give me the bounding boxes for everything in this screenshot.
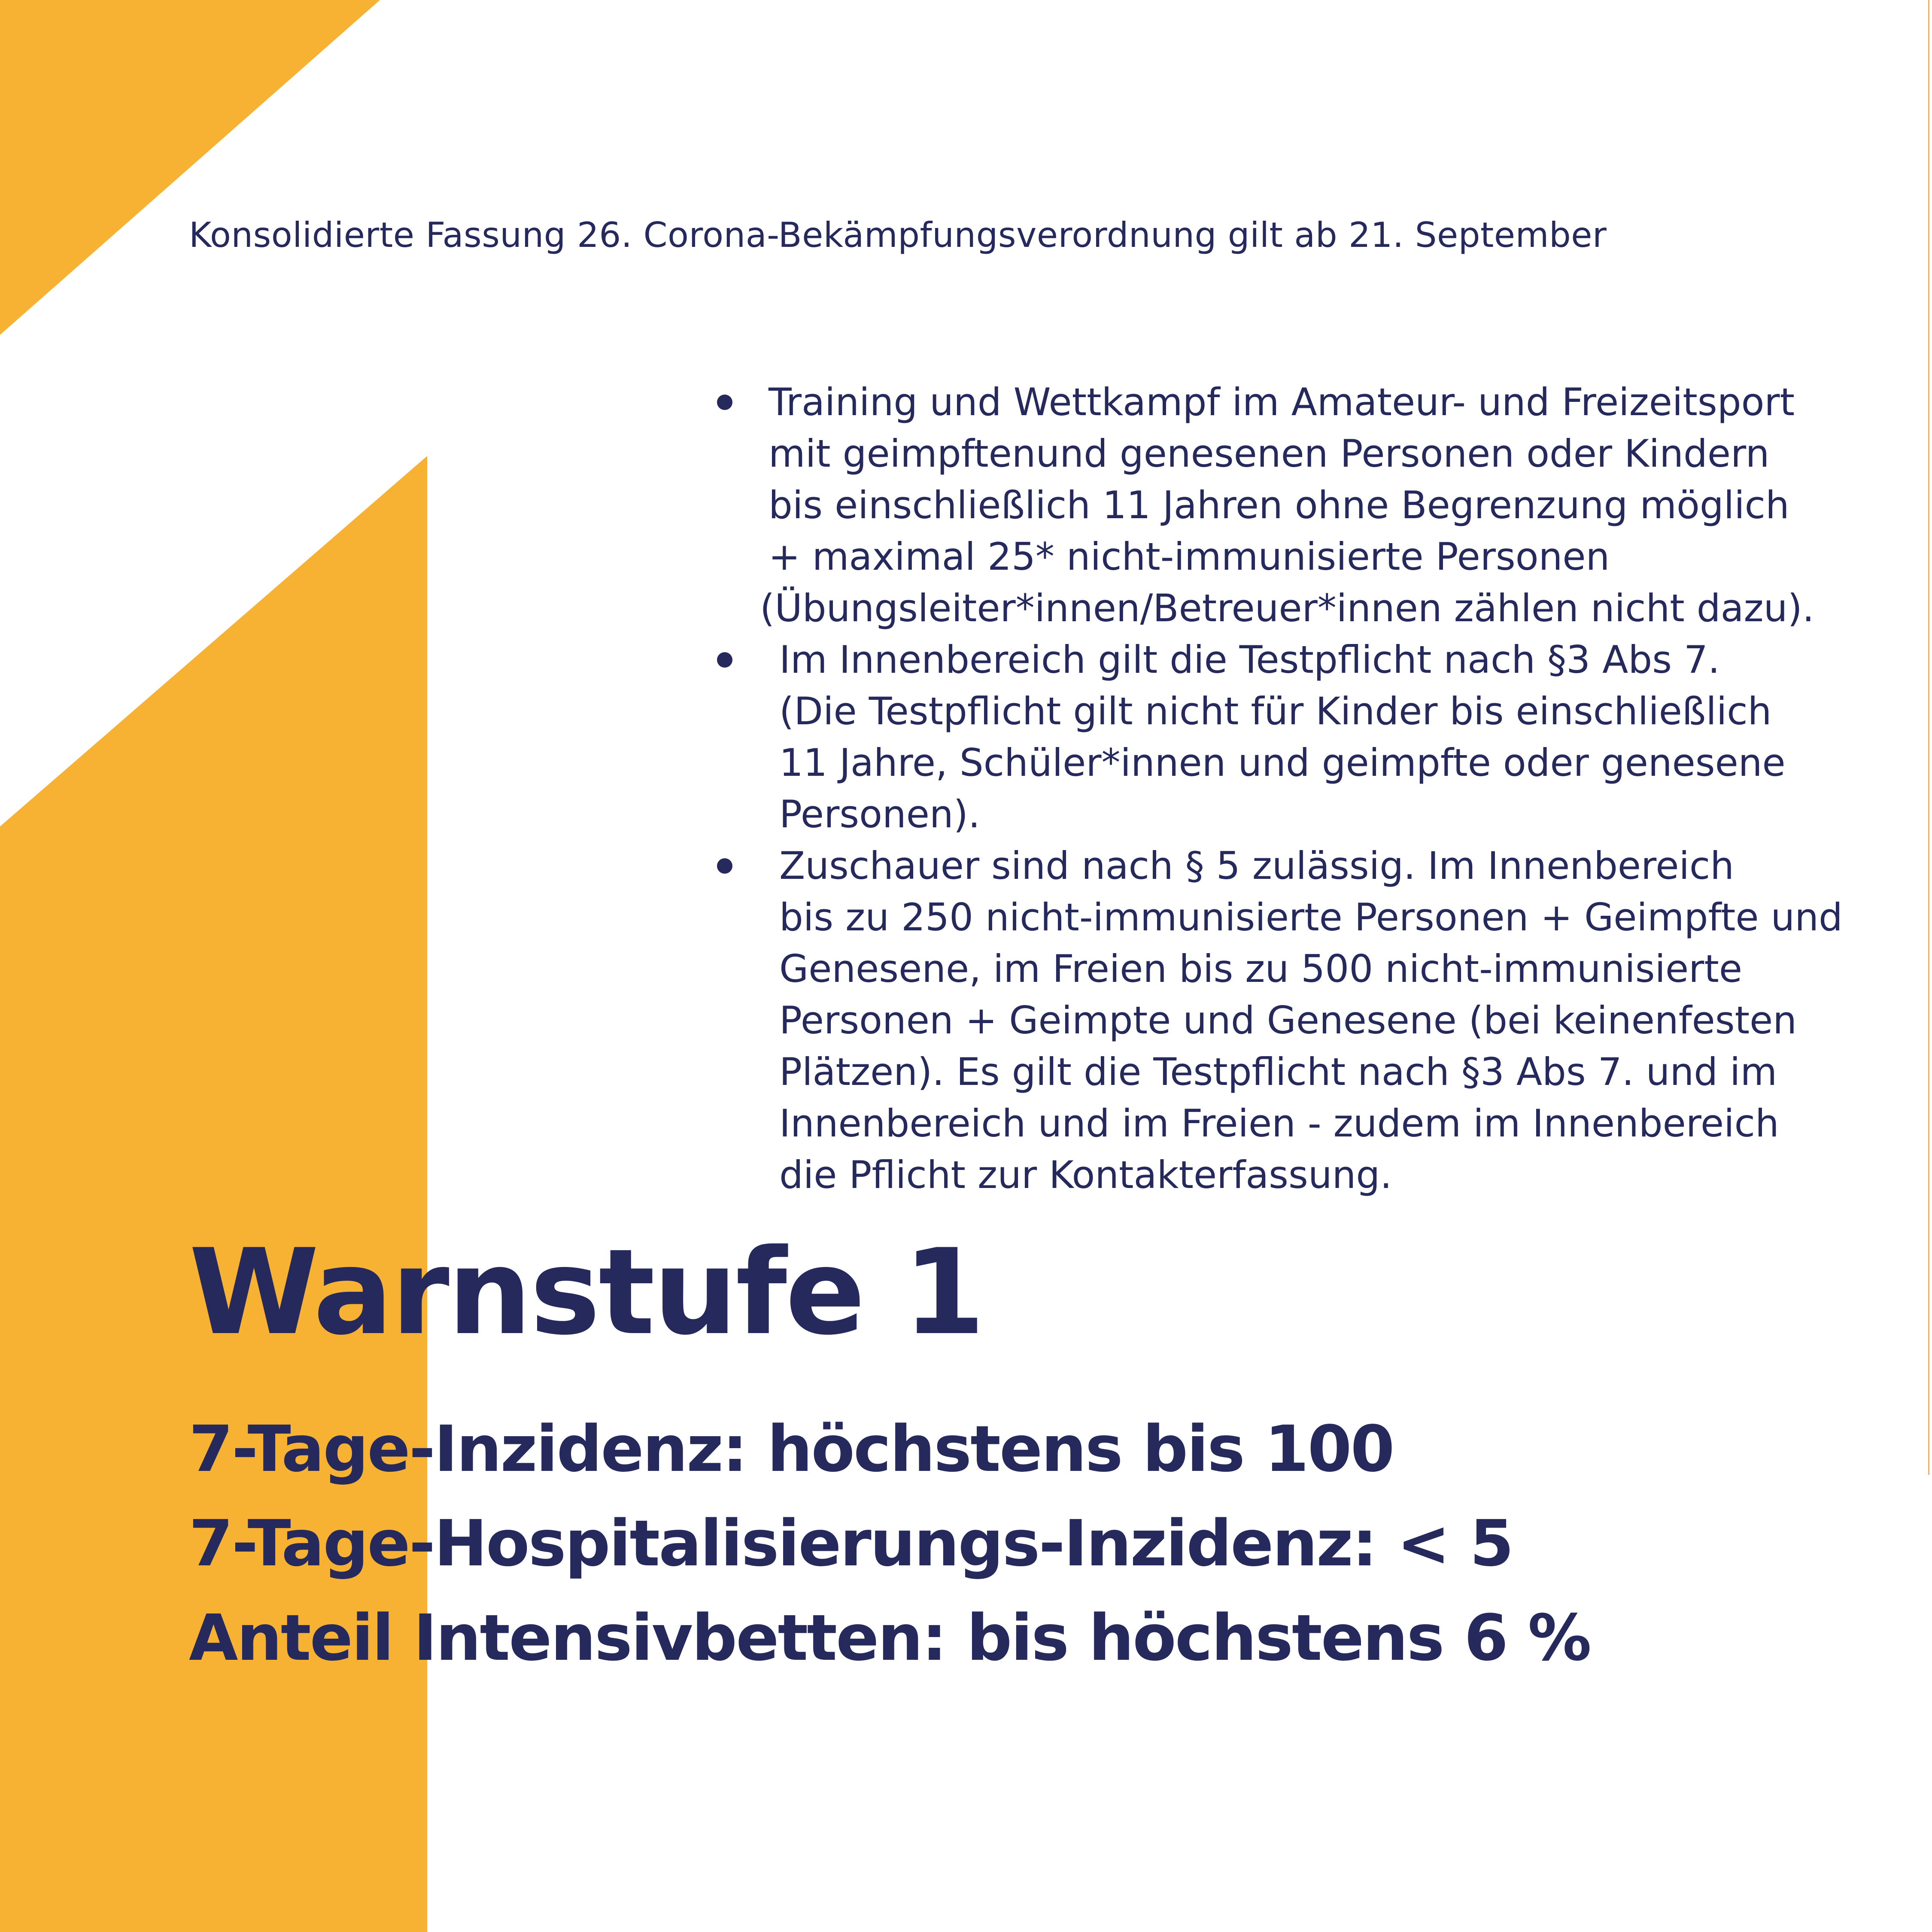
rule-line: Personen + Geimpte und Genesene (bei keinenfesten xyxy=(779,998,1797,1042)
rule-line: Training und Wettkampf im Amateur- und Freizeitsport xyxy=(769,380,1795,424)
rules-list xyxy=(708,377,1911,1201)
right-edge-rule xyxy=(1928,0,1929,1475)
rule-line: bis einschließlich 11 Jahren ohne Begrenzung möglich xyxy=(769,483,1789,527)
rule-line: (Übungsleiter*innen/Betreuer*innen zählen nicht dazu). xyxy=(760,586,1814,630)
criterion-incidence: 7-Tage-Inzidenz: höchstens bis 100 xyxy=(189,1412,1394,1486)
corner-triangle xyxy=(0,0,380,335)
rule-zuschauer xyxy=(708,840,1911,1201)
warning-criteria-list xyxy=(189,1402,1590,1685)
rule-line: mit geimpftenund genesenen Personen oder Kindern xyxy=(769,431,1770,476)
criterion-icu-beds: Anteil Intensivbetten: bis höchstens 6 % xyxy=(189,1601,1590,1675)
bullet-icon xyxy=(717,395,732,410)
rule-line: Im Innenbereich gilt die Testpflicht nach §3 Abs 7. xyxy=(779,638,1720,682)
rule-testpflicht xyxy=(708,634,1911,840)
warning-level-title: Warnstufe 1 xyxy=(189,1224,984,1361)
rule-line: Genesene, im Freien bis zu 500 nicht-immunisierte xyxy=(779,947,1742,991)
rule-line: Zuschauer sind nach § 5 zulässig. Im Innenbereich xyxy=(779,844,1735,888)
rule-line: Personen). xyxy=(779,792,980,836)
bullet-icon xyxy=(717,652,732,668)
number-one-shape xyxy=(0,456,427,1932)
rule-line: bis zu 250 nicht-immunisierte Personen + Geimpfte und xyxy=(779,895,1843,939)
rule-training xyxy=(708,377,1911,634)
rule-line: Innenbereich und im Freien - zudem im Innenbereich xyxy=(779,1101,1779,1145)
rule-line: Plätzen). Es gilt die Testpflicht nach §3 Abs 7. und im xyxy=(779,1050,1777,1094)
rule-line: 11 Jahre, Schüler*innen und geimpfte oder genesene xyxy=(779,741,1786,785)
rule-line: die Pflicht zur Kontakterfassung. xyxy=(779,1153,1392,1197)
rule-line: + maximal 25* nicht-immunisierte Personen xyxy=(769,535,1610,579)
rule-line: (Die Testpflicht gilt nicht für Kinder bis einschließlich xyxy=(779,689,1772,733)
criterion-hospitalization: 7-Tage-Hospitalisierungs-Inzidenz: < 5 xyxy=(189,1507,1513,1580)
document-subtitle: Konsolidierte Fassung 26. Corona-Bekämpfungsverordnung gilt ab 21. September xyxy=(189,215,1607,255)
bullet-icon xyxy=(717,858,732,874)
